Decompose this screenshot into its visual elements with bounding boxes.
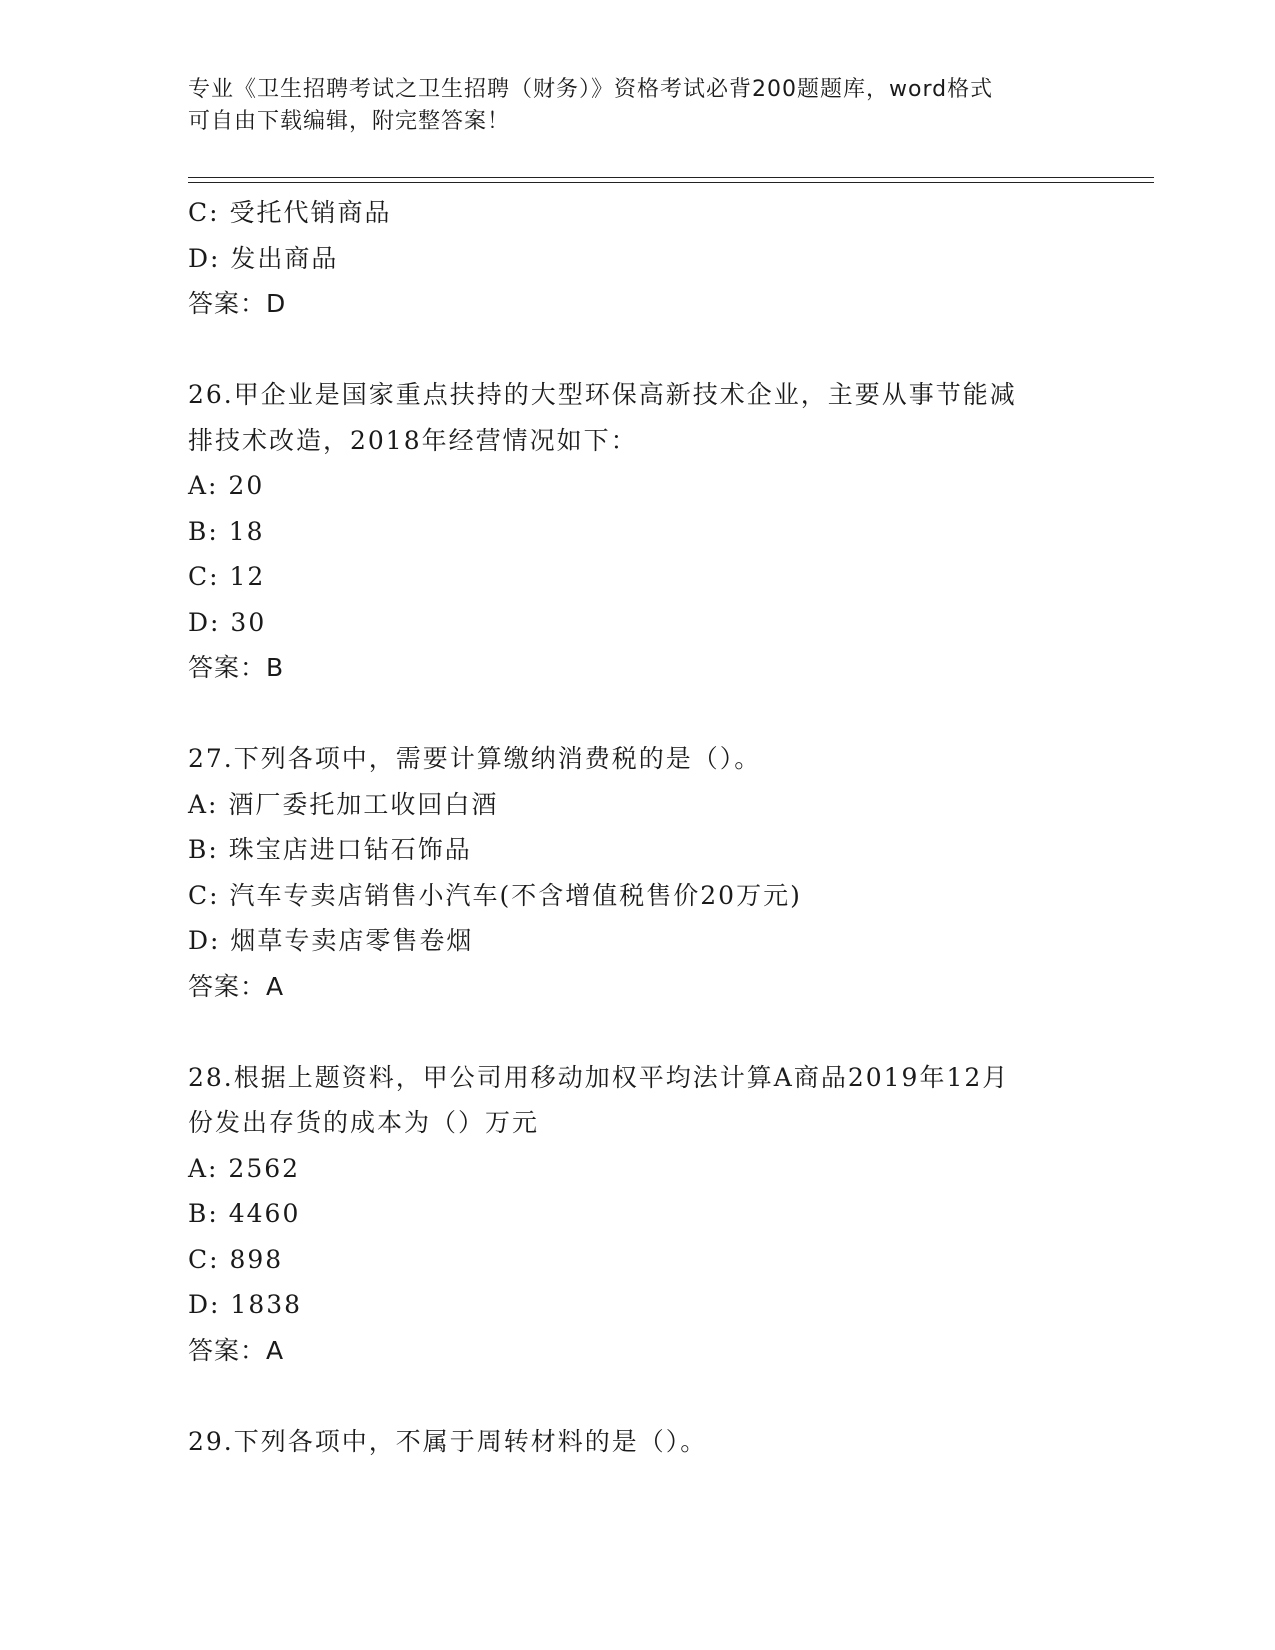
question-list: [188, 190, 1088, 1464]
question-block-27: [188, 736, 1088, 1009]
document-header: [188, 74, 1068, 138]
option-d: D: 1838: [188, 1290, 303, 1319]
option-c: C: 汽车专卖店销售小汽车(不含增值税售价20万元): [188, 880, 802, 910]
option-b: B: 4460: [188, 1199, 301, 1228]
option-d: D: 30: [188, 607, 267, 637]
option-d: D: 烟草专卖店零售卷烟: [188, 926, 474, 955]
spacer: [188, 1009, 1088, 1055]
question-block-28: [188, 1055, 1088, 1374]
answer-line: 答案：B: [188, 653, 285, 682]
option-c: C: 898: [188, 1244, 284, 1274]
spacer: [188, 691, 1088, 737]
option-c: C: 12: [188, 562, 266, 591]
answer-line: 答案：A: [188, 971, 285, 1001]
question-block-29: [188, 1419, 1088, 1465]
option-b: B: 珠宝店进口钻石饰品: [188, 835, 472, 864]
spacer: [188, 1373, 1088, 1419]
question-block-26: [188, 372, 1088, 691]
option-a: A: 20: [188, 471, 265, 500]
header-divider-top: [188, 177, 1154, 178]
question-stem-line-1: 27.下列各项中，需要计算缴纳消费税的是（）。: [188, 744, 762, 773]
option-b: B: 18: [188, 516, 265, 546]
header-divider-bottom: [188, 182, 1154, 183]
header-title-line-1: 专业《卫生招聘考试之卫生招聘（财务）》资格考试必背200题题库，word格式: [188, 77, 994, 102]
answer-line: 答案：D: [188, 289, 287, 318]
question-stem-line-2: 份发出存货的成本为（）万元: [188, 1108, 540, 1137]
question-block-25: [188, 190, 1088, 327]
question-stem-line-1: 28.根据上题资料，甲公司用移动加权平均法计算A商品2019年12月: [188, 1062, 1010, 1092]
header-title-line-2: 可自由下载编辑，附完整答案！: [188, 109, 511, 134]
option-a: A: 酒厂委托加工收回白酒: [188, 789, 499, 819]
answer-line: 答案：A: [188, 1335, 285, 1365]
option-d: D: 发出商品: [188, 243, 339, 273]
question-stem-line-2: 排技术改造，2018年经营情况如下：: [188, 425, 638, 455]
question-stem-line-1: 26.甲企业是国家重点扶持的大型环保高新技术企业，主要从事节能减: [188, 380, 1017, 409]
spacer: [188, 327, 1088, 373]
option-a: A: 2562: [188, 1153, 301, 1183]
option-c: C: 受托代销商品: [188, 198, 392, 227]
question-stem-line-1: 29.下列各项中，不属于周转材料的是（）。: [188, 1426, 708, 1456]
